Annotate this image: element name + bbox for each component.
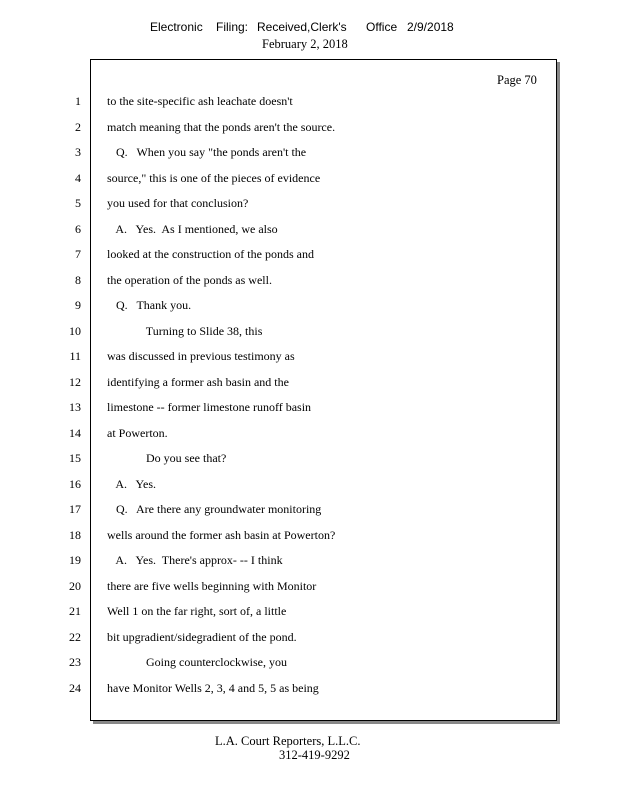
- line-number: 6: [75, 222, 81, 236]
- transcript-line: to the site-specific ash leachate doesn't: [107, 94, 293, 108]
- filing-word: Received,Clerk's: [257, 20, 347, 34]
- page-number: Page 70: [497, 73, 537, 87]
- transcript-line: bit upgradient/sidegradient of the pond.: [107, 630, 297, 644]
- line-number: 1: [75, 94, 81, 108]
- line-number: 3: [75, 145, 81, 159]
- transcript-line: there are five wells beginning with Monitor: [107, 579, 317, 593]
- line-number: 7: [75, 247, 81, 261]
- filing-date: 2/9/2018: [407, 20, 454, 34]
- transcript-line: A. Yes.: [107, 477, 157, 491]
- court-reporter-name: L.A. Court Reporters, L.L.C.: [215, 734, 361, 748]
- line-number: 2: [75, 120, 81, 134]
- line-number: 22: [69, 630, 81, 644]
- transcript-line: Turning to Slide 38, this: [107, 324, 263, 338]
- transcript-line: source," this is one of the pieces of evidence: [107, 171, 321, 185]
- filing-word: Office: [366, 20, 398, 34]
- line-number: 12: [69, 375, 81, 389]
- transcript-line: at Powerton.: [107, 426, 168, 440]
- transcript-line: the operation of the ponds as well.: [107, 273, 272, 287]
- line-number: 15: [69, 451, 81, 465]
- line-number: 9: [75, 298, 81, 312]
- line-number: 16: [69, 477, 81, 491]
- transcript-line: A. Yes. There's approx- -- I think: [107, 553, 283, 567]
- transcript-line: Going counterclockwise, you: [107, 655, 287, 669]
- line-number: 13: [69, 400, 81, 414]
- transcript-line: Q. When you say "the ponds aren't the: [107, 145, 307, 159]
- transcript-line: was discussed in previous testimony as: [107, 349, 295, 363]
- line-number: 4: [75, 171, 81, 185]
- transcript-line: you used for that conclusion?: [107, 196, 249, 210]
- line-number: 21: [69, 604, 81, 618]
- line-number: 11: [69, 349, 81, 363]
- transcript-line: Q. Are there any groundwater monitoring: [107, 502, 322, 516]
- transcript-date: February 2, 2018: [262, 37, 348, 51]
- line-number: 19: [69, 553, 81, 567]
- filing-word: Electronic: [150, 20, 203, 34]
- line-number: 17: [69, 502, 81, 516]
- transcript-line: Q. Thank you.: [107, 298, 192, 312]
- transcript-line: wells around the former ash basin at Powerton?: [107, 528, 336, 542]
- transcript-line: A. Yes. As I mentioned, we also: [107, 222, 278, 236]
- transcript-line: have Monitor Wells 2, 3, 4 and 5, 5 as being: [107, 681, 319, 695]
- transcript-line: Well 1 on the far right, sort of, a little: [107, 604, 287, 618]
- filing-word: Filing:: [216, 20, 249, 34]
- transcript-line: match meaning that the ponds aren't the source.: [107, 120, 336, 134]
- transcript-line: identifying a former ash basin and the: [107, 375, 289, 389]
- transcript-line: looked at the construction of the ponds and: [107, 247, 314, 261]
- transcript-line: Do you see that?: [107, 451, 227, 465]
- court-reporter-phone: 312-419-9292: [279, 748, 350, 762]
- line-number: 20: [69, 579, 81, 593]
- line-number: 10: [69, 324, 81, 338]
- line-number: 5: [75, 196, 81, 210]
- line-number: 18: [69, 528, 81, 542]
- line-number: 14: [69, 426, 81, 440]
- transcript-line: limestone -- former limestone runoff basin: [107, 400, 312, 414]
- line-number: 8: [75, 273, 81, 287]
- line-number: 24: [69, 681, 81, 695]
- line-number: 23: [69, 655, 81, 669]
